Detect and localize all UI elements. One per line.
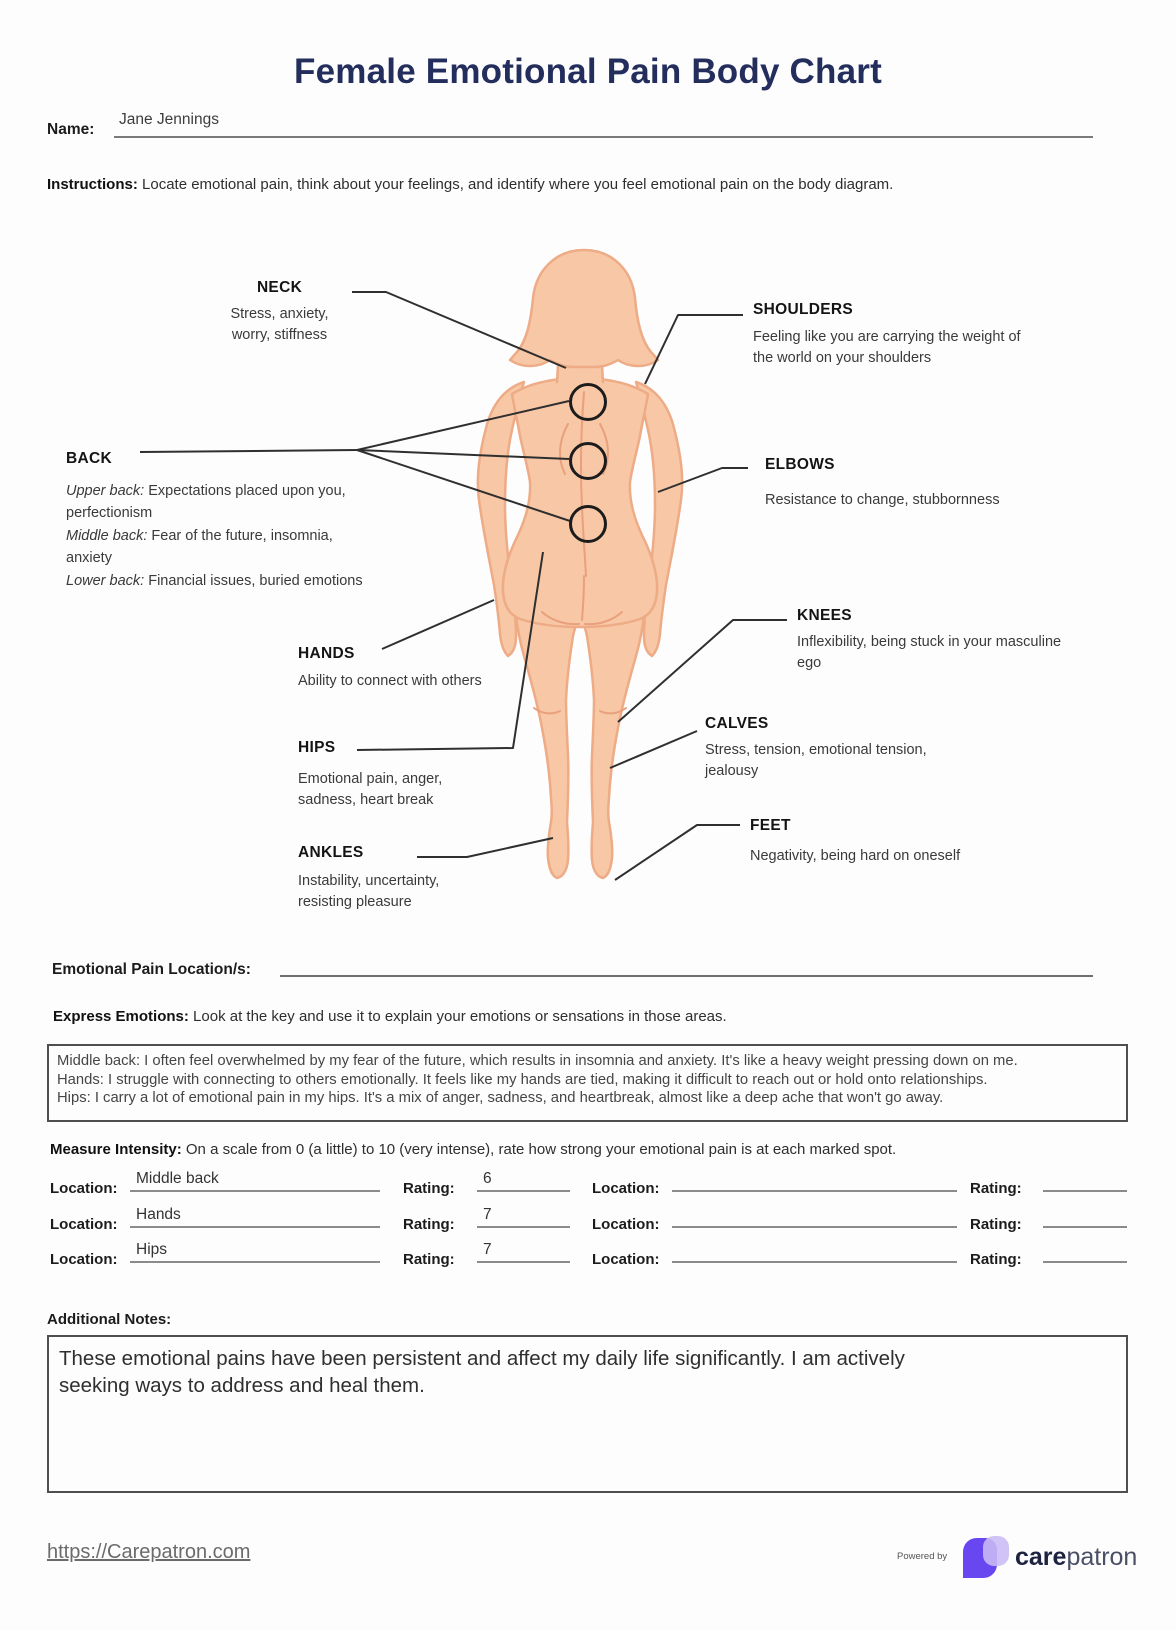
pain-locations-underline: [280, 975, 1093, 977]
rating-underline: [1043, 1261, 1127, 1263]
carepatron-link[interactable]: https://Carepatron.com: [47, 1541, 251, 1563]
calves-pointer-line: [610, 731, 697, 768]
back-heading: BACK: [66, 450, 112, 467]
feet-desc-line: Negativity, being hard on oneself: [750, 848, 961, 864]
name-label: Name:: [47, 121, 95, 138]
location-label: Location:: [50, 1180, 118, 1197]
hands-pointer-line: [382, 600, 494, 649]
shoulders-heading: SHOULDERS: [753, 301, 854, 318]
name-field[interactable]: Jane Jennings: [119, 111, 219, 128]
feet-pointer-line: [615, 825, 740, 880]
location-underline: [130, 1261, 380, 1263]
carepatron-logo-icon: [961, 1536, 1011, 1589]
rating-label: Rating:: [970, 1216, 1022, 1233]
elbows-label-block: [765, 455, 1105, 511]
hips-desc-line: Emotional pain, anger,: [298, 771, 443, 787]
elbows-heading: ELBOWS: [765, 456, 835, 473]
rating-label: Rating:: [970, 1251, 1022, 1268]
express-line: Hands: I struggle with connecting to others emotionally. It feels like my hands are tied, making it difficult to reach out or hold onto relationships.: [57, 1071, 988, 1088]
neck-desc-line: Stress, anxiety,: [230, 306, 329, 322]
pain-locations-label: Emotional Pain Location/s:: [52, 961, 251, 978]
additional-notes-label: Additional Notes:: [47, 1311, 172, 1328]
shoulders-label-block: [753, 300, 1093, 368]
rating-label: Rating:: [403, 1216, 455, 1233]
back-lower-entry: Lower back: Financial issues, buried emotions: [66, 573, 363, 589]
shoulders-desc-line: Feeling like you are carrying the weight of: [753, 329, 1021, 345]
elbows-desc-line: Resistance to change, stubbornness: [765, 492, 1000, 508]
feet-label-block: [750, 816, 1050, 867]
back-middle-entry: Middle back: Fear of the future, insomnia, anxiety: [66, 528, 333, 566]
calves-label-block: [705, 714, 985, 781]
logo-shape-lavender: [983, 1536, 1009, 1566]
rating-field[interactable]: 7: [483, 1206, 492, 1223]
ankles-heading: ANKLES: [298, 844, 364, 861]
rating-underline: [477, 1190, 570, 1192]
ankles-label-block: [298, 843, 518, 912]
hips-heading: HIPS: [298, 739, 336, 756]
instructions-text: Locate emotional pain, think about your feelings, and identify where you feel emotional pain on the body diagram.: [137, 176, 894, 193]
measure-intensity-label: Measure Intensity:: [50, 1141, 182, 1158]
ankles-desc-line: resisting pleasure: [298, 893, 412, 910]
additional-notes-textbox[interactable]: [47, 1335, 1128, 1493]
hands-heading: HANDS: [298, 645, 355, 662]
express-emotions-label: Express Emotions:: [53, 1008, 189, 1025]
knees-heading: KNEES: [797, 607, 852, 624]
express-emotions-instruction: [53, 1008, 1113, 1025]
rating-label: Rating:: [403, 1251, 455, 1268]
express-emotions-textbox[interactable]: [47, 1044, 1128, 1122]
express-emotions-prompt: Look at the key and use it to explain your emotions or sensations in those areas.: [188, 1008, 727, 1025]
location-label: Location:: [592, 1180, 660, 1197]
neck-label-block: [207, 278, 352, 345]
express-line: Middle back: I often feel overwhelmed by my fear of the future, which results in insomnia and anxiety. It's like a heavy weight pressing down on me.: [57, 1053, 1018, 1069]
powered-by-text: Powered by: [897, 1551, 948, 1562]
ankles-desc-line: Instability, uncertainty,: [298, 873, 440, 889]
rating-underline: [477, 1261, 570, 1263]
neck-heading: NECK: [256, 279, 303, 296]
calves-desc-line: jealousy: [705, 762, 759, 779]
location-underline: [130, 1226, 380, 1228]
instructions-label: Instructions:: [47, 176, 138, 193]
rating-label: Rating:: [970, 1180, 1022, 1197]
location-field[interactable]: Hips: [136, 1241, 168, 1258]
feet-heading: FEET: [750, 817, 791, 834]
rating-field[interactable]: 7: [483, 1241, 492, 1258]
location-underline: [130, 1190, 380, 1192]
hips-desc-line: sadness, heart break: [298, 791, 434, 808]
shoulders-desc-line: the world on your shoulders: [753, 349, 932, 366]
rating-field[interactable]: 6: [483, 1170, 492, 1187]
back-upper-entry: Upper back: Expectations placed upon you, perfectionism: [66, 483, 346, 521]
measure-intensity-instruction: [50, 1141, 1120, 1158]
neck-desc-line: worry, stiffness: [231, 326, 328, 343]
rating-underline: [477, 1226, 570, 1228]
shoulders-pointer-line: [645, 315, 743, 384]
notes-line: These emotional pains have been persistent and affect my daily life significantly. I am actively: [59, 1347, 905, 1370]
location-label: Location:: [50, 1251, 118, 1268]
brand-patron: patron: [1066, 1543, 1138, 1571]
express-line: Hips: I carry a lot of emotional pain in my hips. It's a mix of anger, sadness, and heartbreak, almost like a deep ache that won't go away.: [57, 1090, 944, 1106]
location-label: Location:: [50, 1216, 118, 1233]
hands-label-block: [298, 644, 558, 692]
location-underline: [672, 1190, 957, 1192]
calves-desc-line: Stress, tension, emotional tension,: [705, 742, 927, 758]
knees-desc-line: Inflexibility, being stuck in your masculine: [797, 634, 1062, 650]
hair: [510, 250, 658, 367]
torso: [503, 378, 657, 627]
location-label: Location:: [592, 1216, 660, 1233]
location-underline: [672, 1226, 957, 1228]
notes-line: seeking ways to address and heal them.: [59, 1374, 425, 1397]
brand-care: care: [1015, 1543, 1067, 1571]
page-title: Female Emotional Pain Body Chart: [294, 52, 882, 91]
rating-label: Rating:: [403, 1180, 455, 1197]
knees-label-block: [797, 606, 1117, 673]
back-label-block: [66, 449, 378, 595]
hips-label-block: [298, 738, 518, 810]
location-field[interactable]: Middle back: [136, 1170, 219, 1187]
rating-underline: [1043, 1226, 1127, 1228]
carepatron-wordmark: [1015, 1543, 1137, 1572]
measure-intensity-prompt: On a scale from 0 (a little) to 10 (very intense), rate how strong your emotional pain is at each marked spot.: [181, 1141, 897, 1158]
powered-by-badge: [897, 1534, 1137, 1586]
location-underline: [672, 1261, 957, 1263]
location-field[interactable]: Hands: [136, 1206, 181, 1223]
knees-desc-line: ego: [797, 654, 822, 671]
calves-heading: CALVES: [705, 715, 769, 732]
location-label: Location:: [592, 1251, 660, 1268]
rating-underline: [1043, 1190, 1127, 1192]
hands-desc-line: Ability to connect with others: [298, 673, 482, 689]
